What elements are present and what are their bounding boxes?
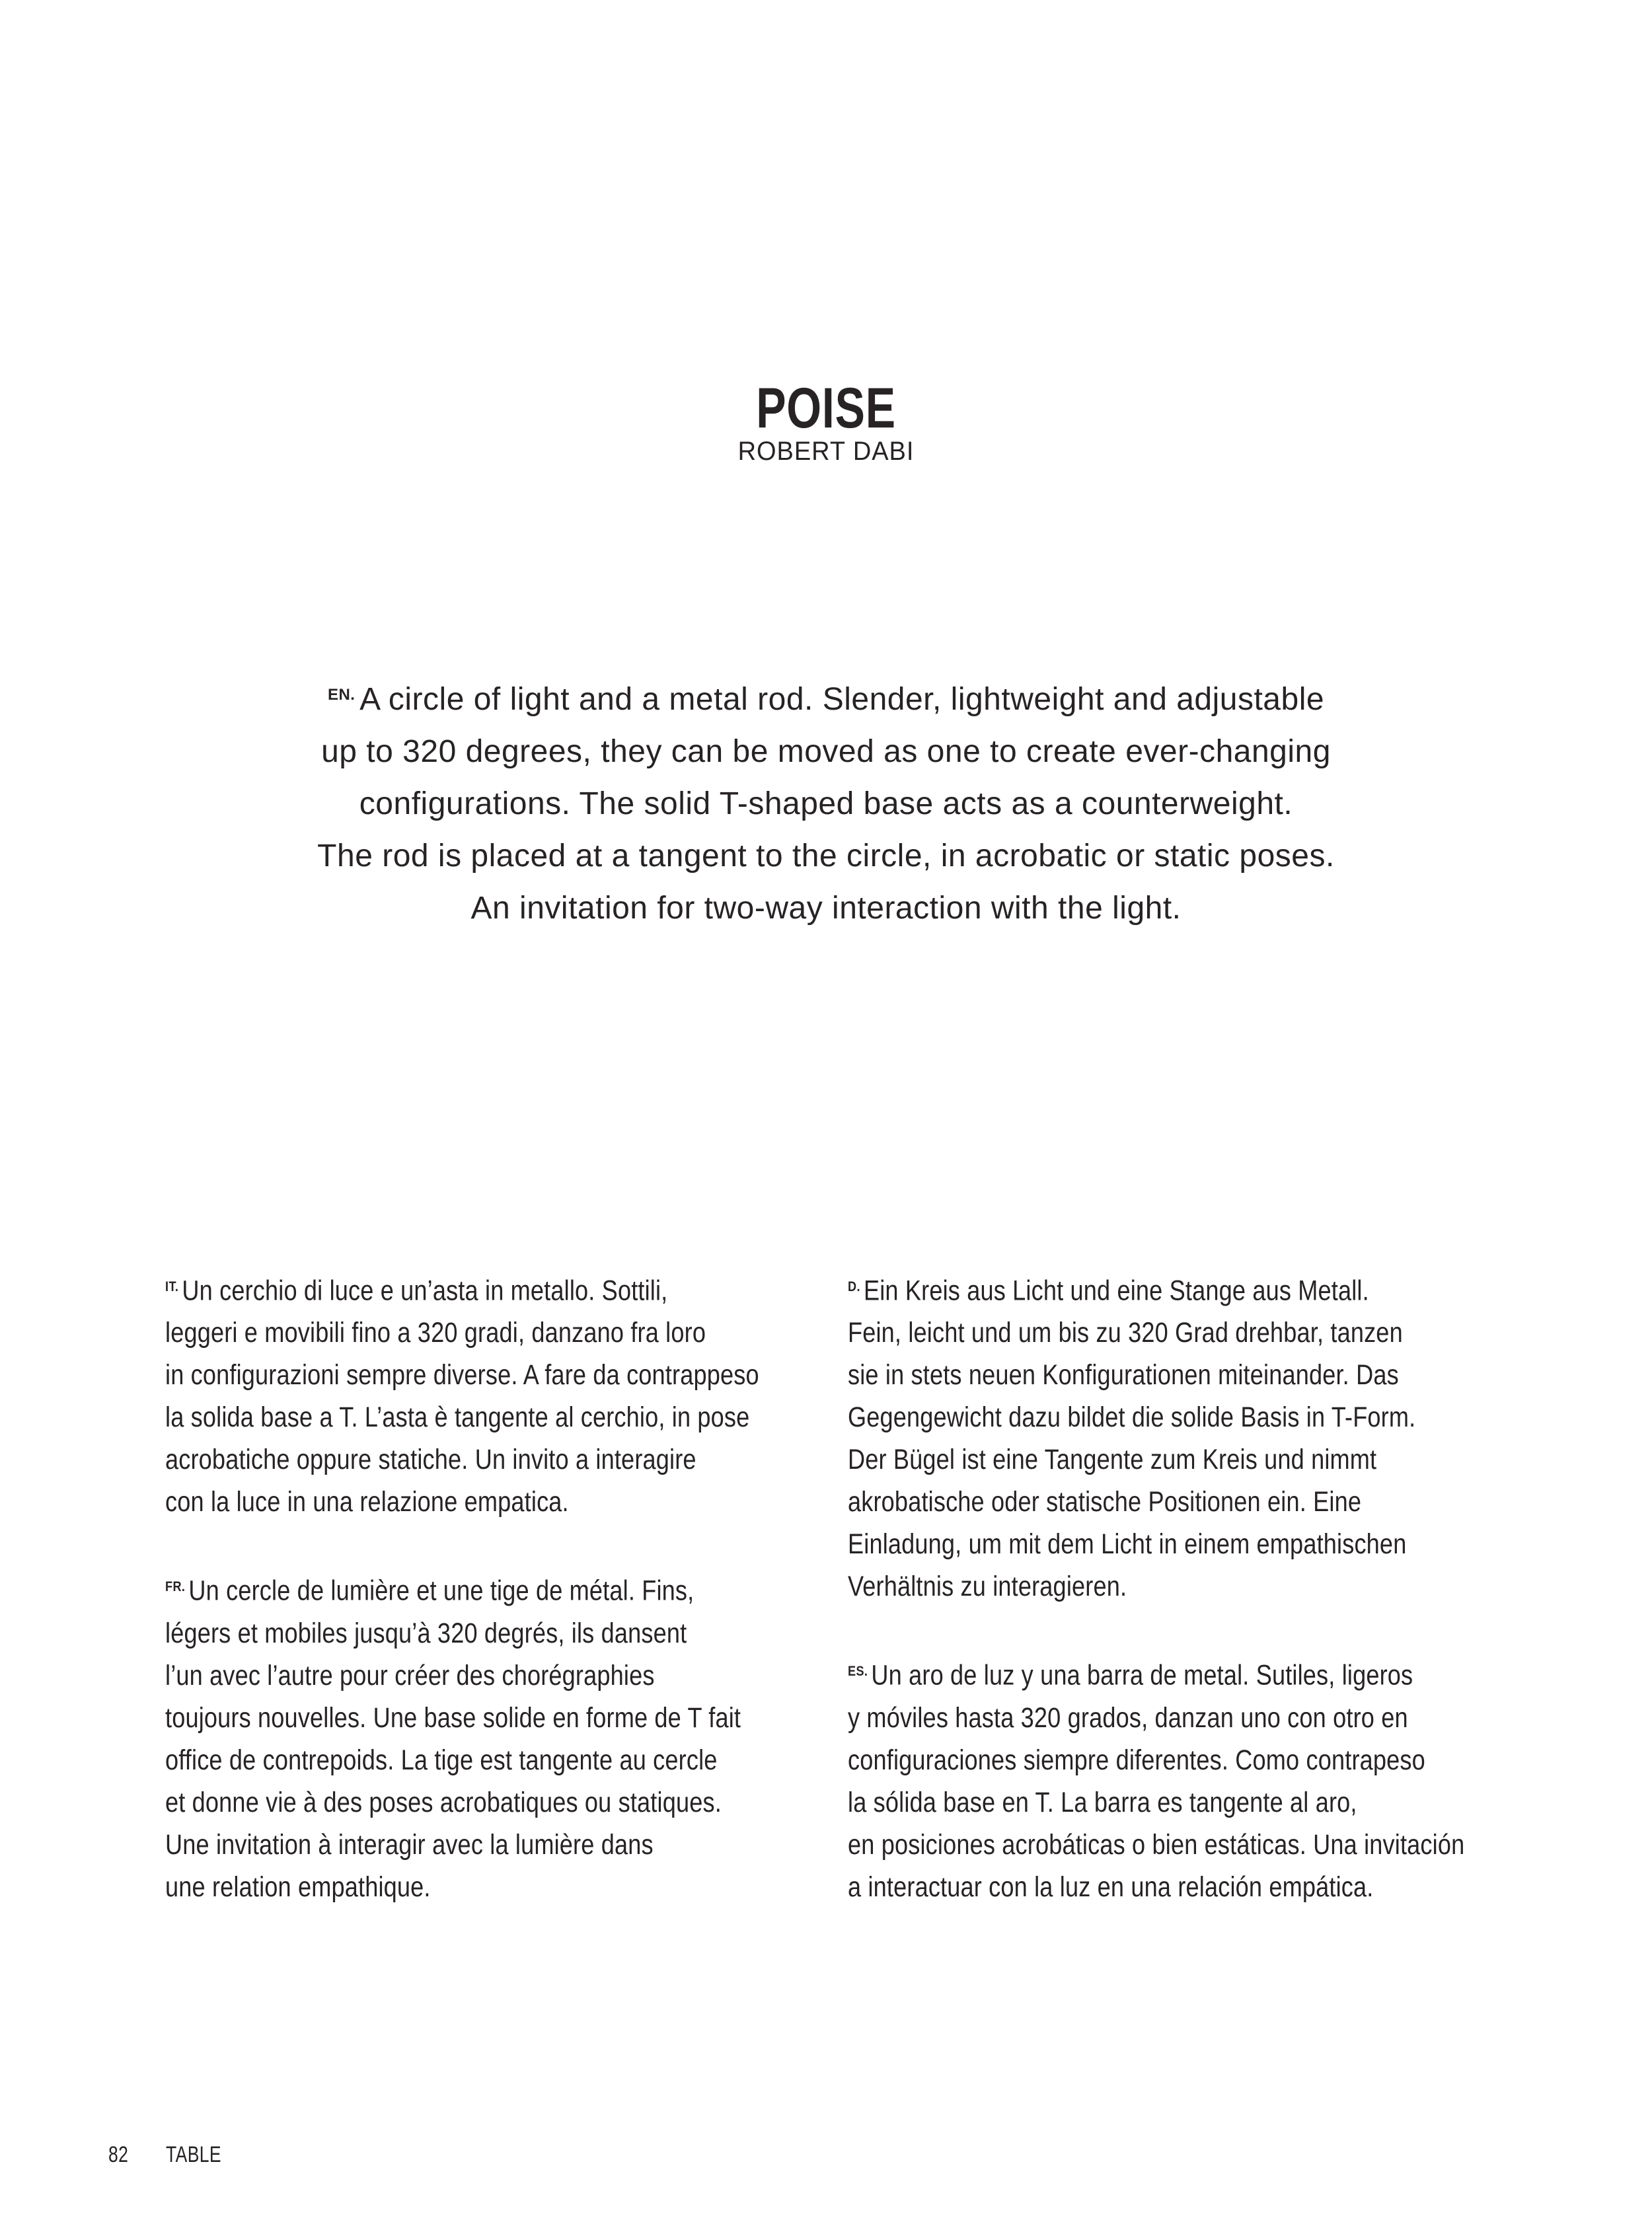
intro-paragraph-en [0,669,1652,934]
language-label: FR. [165,1579,186,1595]
text-line: configuraciones siempre diferentes. Como contrapeso [848,1744,1425,1776]
translation-paragraph-it [165,1265,759,1523]
footer-section-label: TABLE [166,2142,221,2167]
text-line: configurations. The solid T-shaped base acts as a counterweight. [359,786,1293,821]
text-line: l’un avec l’autre pour créer des chorégraphies [165,1659,655,1691]
text-line: An invitation for two-way interaction with the light. [470,890,1182,926]
language-label: EN. [327,686,356,704]
language-label: ES. [848,1663,868,1680]
column-left [165,1265,759,1908]
language-label: IT. [165,1279,179,1294]
text-line: acrobatiche oppure statiche. Un invito a interagire [165,1444,696,1476]
translation-paragraph-es [848,1650,1464,1908]
translation-paragraph-fr [165,1565,759,1908]
text-line: en posiciones acrobáticas o bien estáticas. Una invitación [848,1828,1465,1861]
text-line: office de contrepoids. La tige est tangente au cercle [165,1744,718,1776]
page-author: ROBERT DABI [737,437,915,466]
text-line: up to 320 degrees, they can be moved as one to create ever-changing [321,733,1331,769]
text-line: $^{EN.}$ A circle of light and a metal rod. Slender, lightweight and adjustable [327,681,1325,717]
text-line: The rod is placed at a tangent to the circle, in acrobatic or static poses. [317,838,1335,873]
text-line: $^{FR.}$ Un cercle de lumière et une tige de métal. Fins, [165,1575,695,1607]
text-line: leggeri e movibili fino a 320 gradi, danzano fra loro [165,1317,706,1349]
text-line: $^{ES.}$ Un aro de luz y una barra de metal. Sutiles, ligeros [848,1659,1413,1691]
text-line: $^{D.}$ Ein Kreis aus Licht und eine Stange aus Metall. [848,1275,1369,1307]
translation-paragraph-de [848,1265,1464,1608]
page-footer [0,2142,1652,2175]
text-line: con la luce in una relazione empatica. [165,1486,569,1518]
text-line: légers et mobiles jusqu’à 320 degrés, ils dansent [165,1617,687,1649]
page-title: POISE [756,376,896,440]
text-line: in configurazioni sempre diverse. A fare da contrappeso [165,1359,759,1392]
text-line: a interactuar con la luz en una relación empática. [848,1871,1374,1903]
text-line: toujours nouvelles. Une base solide en forme de T fait [165,1701,741,1734]
text-line: la sólida base en T. La barra es tangente al aro, [848,1786,1357,1818]
text-line: et donne vie à des poses acrobatiques ou statiques. [165,1786,722,1818]
column-right [848,1265,1464,1908]
text-line: Fein, leicht und um bis zu 320 Grad drehbar, tanzen [848,1317,1403,1349]
text-line: Une invitation à interagir avec la lumière dans [165,1828,654,1861]
text-line: une relation empathique. [165,1871,431,1903]
text-line: la solida base a T. L’asta è tangente al cerchio, in pose [165,1401,750,1434]
text-line: Gegengewicht dazu bildet die solide Basis in T-Form. [848,1401,1416,1434]
footer-page-number: 82 [108,2142,129,2167]
text-line: akrobatische oder statische Positionen ein. Eine [848,1486,1362,1518]
text-line: Einladung, um mit dem Licht in einem empathischen [848,1528,1407,1561]
text-line: y móviles hasta 320 grados, danzan uno con otro en [848,1701,1408,1734]
language-label: D. [848,1279,860,1294]
text-line: Der Bügel ist eine Tangente zum Kreis und nimmt [848,1444,1377,1476]
text-line: sie in stets neuen Konfigurationen miteinander. Das [848,1359,1399,1392]
text-line: $^{IT.}$ Un cerchio di luce e un’asta in metallo. Sottili, [165,1275,668,1307]
text-line: Verhältnis zu interagieren. [848,1571,1127,1603]
